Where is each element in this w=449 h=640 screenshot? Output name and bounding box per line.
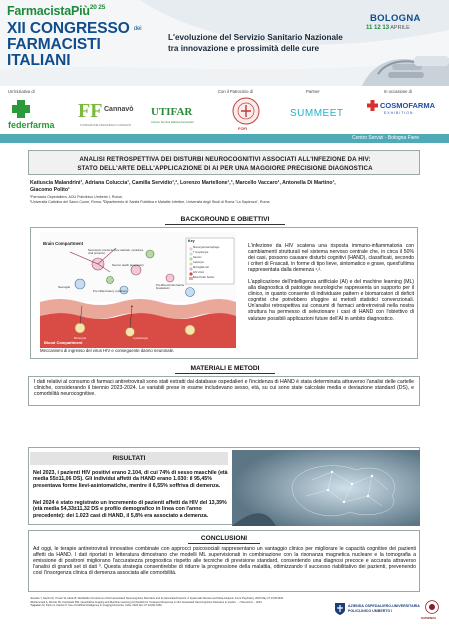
congress-city: BOLOGNA: [370, 13, 421, 24]
dia-label-lymphocyte: Lymphocyte: [133, 336, 148, 340]
dia-label-neuroglia: Neuroglia: [58, 285, 70, 289]
fofi-seal-icon: [232, 97, 260, 125]
results-paragraph-2: Nel 2024 è stato registrato un incremento di pazienti affetti da HIV del 13,39% (età media 54,33±11,32 DS e profilo demografico in linea con l'anno precedente): dei 1.023 casi di HAND, il 5,8% era associato a demenza.: [33, 500, 227, 519]
authors-line-2: Giacomo Polito¹: [30, 186, 70, 193]
affiliation-2: ²Università Cattolica del Sacro Cuore, Roma. ³Dipartimento di Sanità Pubblica e Malattie Infettive, Università degli Studi di Roma "La Sapienza", Roma: [30, 200, 270, 204]
logo-fofi: FOFI: [238, 126, 248, 131]
label-occasion: In occasione di: [384, 89, 412, 94]
footer-logo-sapienza: SAPIENZA: [421, 616, 437, 620]
poster-title-line-2: STATO DELL'ARTE DELL'APPLICAZIONE DI AI PER UNA MAGGIORE PRECISIONE DIAGNOSTICA: [77, 165, 373, 172]
methods-text: I dati relativi al consumo di farmaci antiretrovirali sono stati estratti dai database ospedalieri e l'incidenza di HAND è stata determinata attraverso l'analisi delle cartelle cliniche, considerando il biennio 2023-2024. Le variabili prese in esame includevano sesso, età, su cui sono state calcolate media e deviazione standard (DS), e comorbilità neurocognitive.: [34, 379, 414, 398]
congress-dates: [366, 25, 410, 31]
footer-logo-line-2: POLICLINICO UMBERTO I: [348, 609, 393, 613]
congress-line-2: FARMACISTI: [7, 36, 101, 54]
dia-key-item: Astrocyte: [193, 261, 204, 264]
label-patronage: Con il Patrocinio di: [218, 89, 253, 94]
reference-item: ¹Zenebe Y, Necho M, Yimam W, Akele B. Worldwide Occurrence of HIV-Associated Neurocognitive Disorders and Its Associated Factors: A Systematic Review and Meta-Analysis. Front Psychiatry. 2022 May 27;13:814362: [30, 597, 284, 600]
affiliation-1: ¹Farmacia Ospedaliera, AOU Policlinico Umberto I, Roma;: [30, 195, 123, 199]
logo-fcannavo: Cannavò: [104, 106, 134, 113]
results-heading: RISULTATI: [30, 452, 228, 465]
dia-label-inflammatory: Pro-inflammatory cytokines: [93, 289, 127, 293]
robot-hand-illustration: [352, 34, 449, 86]
brand-logo: [7, 4, 105, 18]
logo-cosmofarma: COSMOFARMA: [380, 101, 435, 110]
conclusions-text: Ad oggi, le terapie antiretrovirali innovative combinate con approcci psicosociali rappresentano un vantaggio clinico per migliorare le capacità cognitive dei pazienti affetti da HAND. I dati riportati in letteratura dimostrano che modelli ML supervisionati in combinazione con la risonanza magnetica nucleare e la tomografia a emissione di positroni migliorano l'accuratezza prognostica rispetto alle tecniche di previsione standard, consentendo una diagnosi precoce e accurata attraverso l'analisi di grandi set di dati ³. Questa strategia consentirebbe di ridurre la progressione della malattia, ottimizzando il successo riabilitativo dei pazienti, prevenendo così l'insorgenza clinica di demenza associata alle comorbilità.: [33, 546, 416, 576]
methods-heading: [175, 365, 275, 372]
logo-utifar-sub: Unione Tecnica Italiana Farmacisti: [151, 120, 194, 124]
methods-heading-text: MATERIALI E METODI: [190, 365, 260, 372]
congress-line-1: XII CONGRESSO: [7, 20, 130, 38]
logo-cosmofarma-sub: E X H I B I T I O N: [384, 111, 413, 115]
dia-label-transmigration: Pro-Blood-brain barrier breakdown: [156, 283, 185, 291]
conclusions-heading: [188, 535, 260, 542]
dates-days: 11 12 13: [366, 25, 390, 31]
policlinico-crest-icon: [334, 602, 346, 616]
congress-line-3: ITALIANI: [7, 52, 71, 70]
venue-bar: [0, 134, 449, 143]
poster-title-line-1: ANALISI RETROSPETTIVA DEI DISTURBI NEUROCOGNITIVI ASSOCIATI ALL'INFEZIONE DA HIV:: [79, 156, 371, 163]
brand-main: FarmacistaPiù: [7, 4, 90, 18]
logo-utifar: UTIFAR: [151, 106, 193, 118]
authors-line-1: Katiuscia Malandrini¹, Adriana Coluccia¹, Camilla Servidio¹,², Lorenzo Martellone¹,³, Marcello Vaccaro¹, Antonella Di Martino¹,: [30, 180, 336, 186]
background-heading-text: BACKGROUND E OBIETTIVI: [180, 216, 270, 223]
logo-fc-mark: FF: [78, 100, 103, 122]
congress-header: [0, 0, 449, 86]
background-text: [248, 243, 414, 322]
tagline-line-1: L'evoluzione del Servizio Sanitario Nazionale: [168, 33, 343, 42]
label-partner: Partner: [306, 89, 320, 94]
dia-key-title: Key: [188, 239, 195, 243]
references: [30, 597, 325, 608]
ai-brain-illustration: [232, 450, 420, 526]
dia-key-item: HIV virion: [193, 271, 205, 274]
venue-text: Centro Servizi - Bologna Fiere: [352, 135, 419, 141]
background-paragraph-1: L'infezione da HIV scatena una risposta immuno-infiammatoria con cambiamenti strutturali nel sistema nervoso centrale che, in circa il 50% dei casi, possono causare disturbi cognitivi (HAND), classificati, secondo i criteri di Frascati, in forme di tipo lieve, sintomatico e grave, quest'ultima rappresentata dalla demenza ¹,².: [248, 243, 414, 274]
sapienza-seal-icon: [425, 600, 439, 614]
federfarma-cross-icon: [10, 100, 32, 118]
dia-key-item: Neuron: [193, 256, 202, 259]
sponsors-strip: [0, 86, 449, 134]
dia-label-neuron-death: Neuron death (apoptosis): [112, 263, 144, 267]
logo-summeet: SUMMEET: [290, 108, 344, 119]
background-paragraph-2: L'applicazione dell'intelligenza artificiale (AI) e del machine learning (ML) alla diagnostica di patologie neurologiche rappresenta un supporto per il clinico, in quanto consente di individuare pattern e biomarcatori di deficit cognitivi che potrebbero sfuggire ai metodi statistici convenzionali. Un'analisi retrospettiva sui consumi di farmaci antiretrovirali nella nostra struttura ha permesso di selezionare i casi di HAND con l'obiettivo di valutare possibili applicazioni future dell'AI in ambito diagnostico.: [248, 279, 414, 322]
footer-logo-line-1: AZIENDA OSPEDALIERO-UNIVERSITARIA: [348, 604, 420, 608]
logo-federfarma: federfarma: [8, 120, 55, 130]
conclusions-heading-underline: [188, 543, 260, 544]
dia-key-item: Blood brain barrier: [193, 276, 215, 279]
congress-tagline: [168, 32, 368, 54]
reference-item: ³Sajjadian M, Karim A, Fattore P, Use of Artificial Intelligence in Imaging Dementia. Cells. 2024 Nov 27;13(23):1960: [30, 604, 162, 607]
congress-title: [7, 21, 141, 69]
dates-month: APRILE: [390, 25, 410, 31]
diagram-caption: Meccanismi di ingresso del virus HIV e conseguente danno neuronale.: [40, 348, 175, 353]
conclusions-heading-text: CONCLUSIONI: [200, 535, 248, 542]
dia-key-list: [193, 245, 219, 280]
poster-authors: [30, 180, 425, 193]
dia-brain-compartment: Brain Compartment: [43, 241, 84, 246]
brand-year: 20 25: [89, 4, 106, 11]
methods-heading-underline: [175, 373, 275, 374]
results-paragraph-1: Nel 2023, i pazienti HIV positivi erano 2.104, di cui 74% di sesso maschile (età media 55±11,06 DS). Gli individui affetti da HAND erano 1.030: il 95,45% presentava forme lievi-asintomatiche, mentre il 6,55% soffriva di demenza.: [33, 470, 228, 489]
background-heading: [165, 216, 285, 223]
poster-title-box: [28, 150, 420, 175]
label-initiative: Un'iniziativa di: [8, 89, 35, 94]
dia-label-neurotoxic: Neurotoxic products (free radicals, cytokines, viral proteins): [88, 248, 144, 256]
reference-item: ²Mohammadi A, Wonde SF, Kordowski RW, Quantitative Imaging and Machine Learning (AI) Models for Treatment Response in HIV Associated Neurocognitive Disorders to predict..., J Neuroimm... 2024: [30, 600, 262, 604]
logo-fcannavo-sub: FONDAZIONE FRANCESCO CANNAVÒ: [80, 123, 132, 127]
cosmofarma-mark-icon: [367, 100, 378, 111]
dia-blood-compartment: Blood Compartment: [44, 340, 83, 345]
dia-key-item: T lymphocyte: [193, 251, 209, 254]
background-heading-underline: [165, 224, 285, 225]
dia-label-monocyte: Monocyte: [74, 336, 87, 340]
dia-key-item: Microglial cell: [193, 266, 209, 269]
congress-dei: dei: [133, 26, 142, 32]
tagline-line-2: tra innovazione e prossimità delle cure: [168, 44, 320, 53]
dia-key-item: Monocyte/macrophage: [193, 246, 220, 249]
